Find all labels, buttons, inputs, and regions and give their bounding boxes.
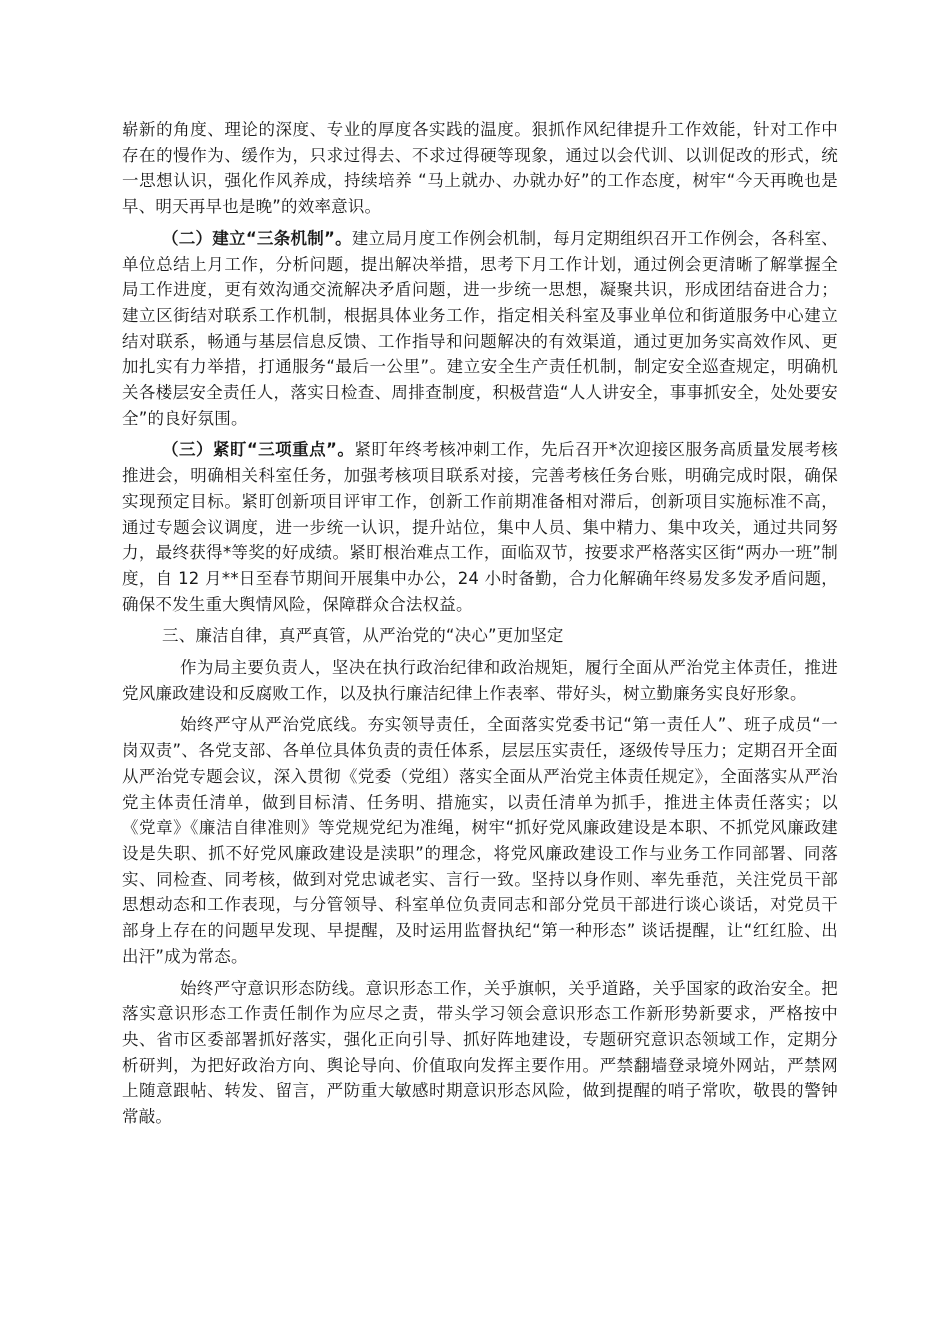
document-page: [122, 117, 838, 1130]
section-body-three-mechanisms: 建立局月度工作例会机制，每月定期组织召开工作例会，各科室、单位总结上月工作，分析问题，提出解决举措，思考下月工作计划，通过例会更清晰了解掌握全局工作进度，更有效沟通交流解决矛盾问题，进一步统一思想，凝聚共识，形成团结奋进合力；建立区街结对联系工作机制，根据具体业务工作，指定相关科室及事业单位和街道服务中心建立结对联系，畅通与基层信息反馈、工作指导和问题解决的有效渠道，通过更加务实高效作风、更加扎实有力举措，打通服务“最后一公里”。建立安全生产责任机制，制定安全巡查规定，明确机关各楼层安全责任人，落实日检查、周排查制度，积极营造“人人讲安全，事事抓安全，处处要安全”的良好氛围。: [122, 228, 838, 428]
section-body-three-priorities: 紧盯年终考核冲刺工作，先后召开*次迎接区服务高质量发展考核推进会，明确相关科室任务，加强考核项目联系对接，完善考核任务台账，明确完成时限，确保实现预定目标。紧盯创新项目评审工作，创新工作前期准备相对滞后，创新项目实施标准不高，通过专题会议调度，进一步统一认识，提升站位，集中人员、集中精力、集中攻关，通过共同努力，最终获得*等奖的好成绩。紧盯根治难点工作，面临双节，按要求严格落实区街“两办一班”制度，自 12 月**日至春节期间开展集中办公，24 小时备勤，合力化解确年终易发多发矛盾问题，确保不发生重大舆情风险，保障群众合法权益。: [122, 440, 838, 614]
paragraph-leader-role: 作为局主要负责人，坚决在执行政治纪律和政治规矩，履行全面从严治党主体责任，推进党风廉政建设和反腐败工作，以及执行廉洁纪律上作表率、带好头，树立勤廉务实良好形象。: [122, 658, 838, 703]
paragraph-continued: 崭新的角度、理论的深度、专业的厚度各实践的温度。狠抓作风纪律提升工作效能，针对工作中存在的慢作为、缓作为，只求过得去、不求过得硬等现象，通过以会代训、以训促改的形式，统一思想认识，强化作风养成，持续培养 “马上就办、办就办好”的工作态度，树牢“今天再晚也是早、明天再早也是晚”的效率意识。: [122, 120, 838, 217]
paragraph-three-mechanisms: [122, 226, 838, 432]
paragraph-party-bottomline: 始终严守从严治党底线。夯实领导责任，全面落实党委书记“第一责任人”、班子成员“一岗双责”、各党支部、各单位具体负责的责任体系，层层压实责任，逐级传导压力；定期召开全面从严治党专题会议，深入贯彻《党委（党组）落实全面从严治党主体责任规定》，全面落实从严治党主体责任清单，做到目标清、任务明、措施实，以责任清单为抓手，推进主体责任落实；以《党章》《廉洁自律准则》等党规党纪为准绳，树牢“抓好党风廉政建设是本职、不抓党风廉政建设是失职、抓不好党风廉政建设是渎职”的理念，将党风廉政建设工作与业务工作同部署、同落实、同检查、同考核，做到对党忠诚老实、言行一致。坚持以身作则、率先垂范，关注党员干部思想动态和工作表现，与分管领导、科室单位负责同志和部分党员干部进行谈心谈话，对党员干部身上存在的问题早发现、早提醒，及时运用监督执纪“第一种形态” 谈话提醒，让“红红脸、出出汗”成为常态。: [122, 715, 838, 966]
section-lead-three-priorities: （三）紧盯“三项重点”。: [162, 440, 355, 460]
heading-integrity: 三、廉洁自律，真严真管，从严治党的“决心”更加坚定: [162, 626, 564, 646]
paragraph-three-priorities: [122, 437, 838, 617]
paragraph-ideology-defense: 始终严守意识形态防线。意识形态工作，关乎旗帜，关乎道路，关乎国家的政治安全。把落实意识形态工作责任制作为应尽之责，带头学习领会意识形态工作新形势新要求，严格按中央、省市区委部署抓好落实，强化正向引导、抓好阵地建设，专题研究意识态领域工作，定期分析研判，为把好政治方向、舆论导向、价值取向发挥主要作用。严禁翻墙登录境外网站，严禁网上随意跟帖、转发、留言，严防重大敏感时期意识形态风险，做到提醒的哨子常吹，敬畏的警钟常敲。: [122, 978, 838, 1127]
section-lead-three-mechanisms: （二）建立“三条机制”。: [162, 228, 352, 248]
